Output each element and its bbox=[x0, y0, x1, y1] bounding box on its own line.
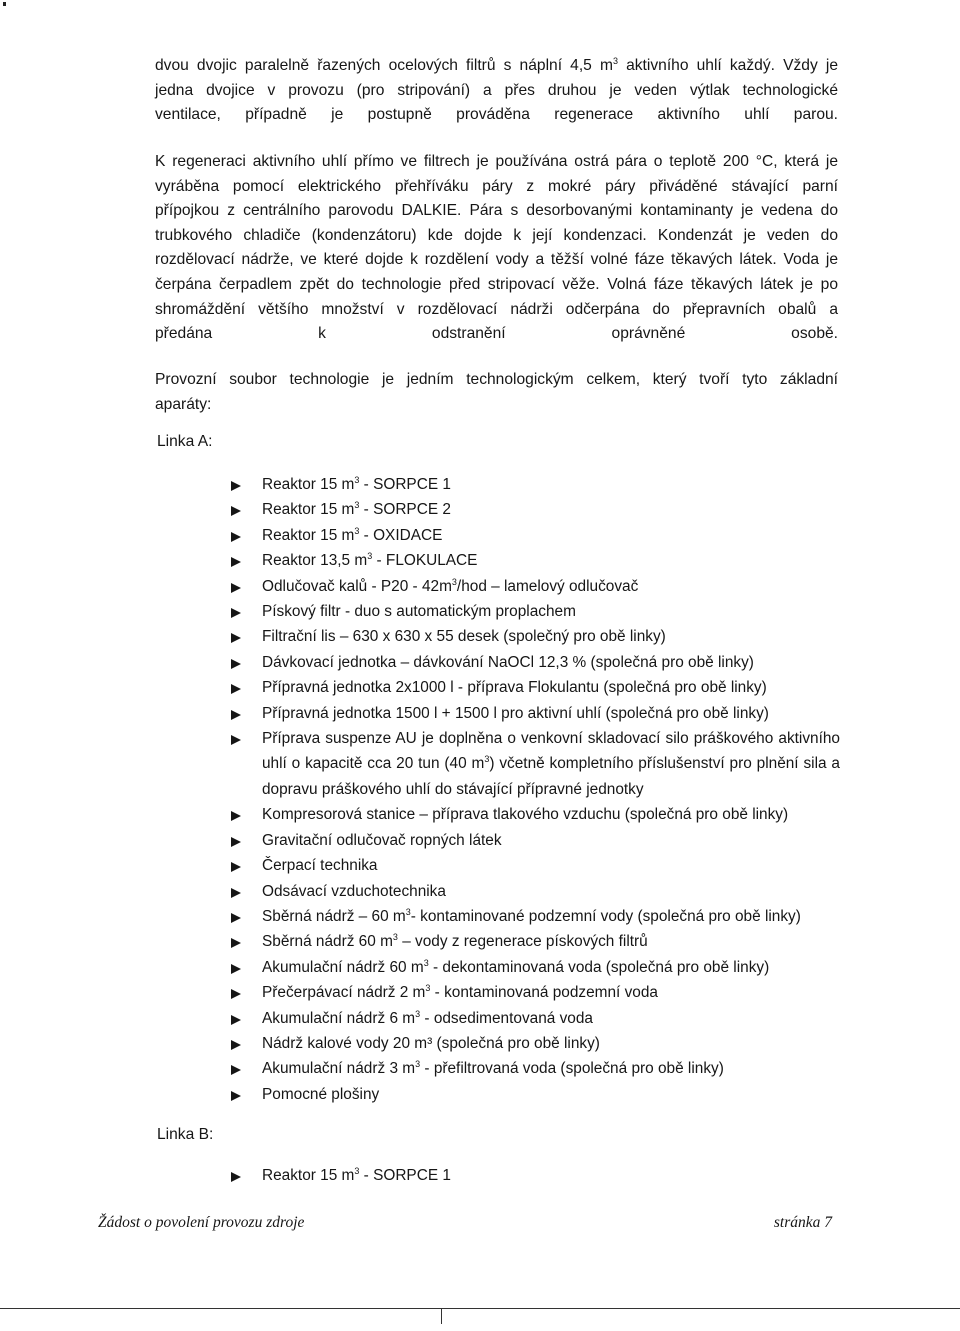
list-item: Přečerpávací nádrž 2 $m^3$ - kontaminovaná podzemní voda bbox=[231, 980, 840, 1005]
scan-mark bbox=[3, 2, 6, 6]
arrow-bullet-icon bbox=[231, 1091, 241, 1101]
list-item: Nádrž kalové vody 20 m³ (společná pro obě linky) bbox=[231, 1031, 840, 1056]
list-item: Pískový filtr - duo s automatickým proplachem bbox=[231, 599, 840, 624]
arrow-bullet-icon bbox=[231, 532, 241, 542]
list-item: Odsávací vzduchotechnika bbox=[231, 879, 840, 904]
bottom-rule bbox=[0, 1308, 960, 1309]
arrow-bullet-icon bbox=[231, 583, 241, 593]
arrow-bullet-icon bbox=[231, 1015, 241, 1025]
intro-paragraph: dvou dvojic paralelně řazených ocelových filtrů s náplní 4,5 $m^3$ aktivního uhlí každý. Vždy je jedna dvojice v provozu (pro stripování) a přes druhou je veden výtlak technologické ventilace, případně je postupně prováděna regenerace aktivního uhlí parou. bbox=[155, 55, 838, 124]
arrow-bullet-icon bbox=[231, 1172, 241, 1182]
arrow-bullet-icon bbox=[231, 633, 241, 643]
list-item: Příprava suspenze AU je doplněna o venkovní skladovací silo práškového aktivního uhlí o kapacitě cca 20 tun (40 $m^3$) včetně kompletního příslušenství pro plnění sila a dopravu práškového uhlí do stávající přípravné jednotky bbox=[231, 726, 840, 802]
list-item: Reaktor 15 $m^3$ - SORPCE 2 bbox=[231, 497, 840, 522]
list-item: Filtrační lis – 630 x 630 x 55 desek (společný pro obě linky) bbox=[231, 624, 840, 649]
arrow-bullet-icon bbox=[231, 735, 241, 745]
arrow-bullet-icon bbox=[231, 913, 241, 923]
list-item: Sběrná nádrž – 60 $m^3-$ kontaminované podzemní vody (společná pro obě linky) bbox=[231, 904, 840, 929]
arrow-bullet-icon bbox=[231, 964, 241, 974]
list-item: Akumulační nádrž 60 $m^3$ - dekontaminovaná voda (společná pro obě linky) bbox=[231, 955, 840, 980]
list-item: Reaktor 13,5 $m^3$ - FLOKULACE bbox=[231, 548, 840, 573]
arrow-bullet-icon bbox=[231, 1040, 241, 1050]
bottom-rule-tick bbox=[441, 1308, 442, 1324]
list-item: Čerpací technika bbox=[231, 853, 840, 878]
arrow-bullet-icon bbox=[231, 888, 241, 898]
arrow-bullet-icon bbox=[231, 989, 241, 999]
footer-document-title: Žádost o povolení provozu zdroje bbox=[98, 1214, 305, 1231]
arrow-bullet-icon bbox=[231, 481, 241, 491]
arrow-bullet-icon bbox=[231, 608, 241, 618]
list-item: Reaktor 15 $m^3$ - OXIDACE bbox=[231, 523, 840, 548]
arrow-bullet-icon bbox=[231, 684, 241, 694]
list-item: Gravitační odlučovač ropných látek bbox=[231, 828, 840, 853]
footer-page-number: stránka 7 bbox=[773, 1214, 832, 1231]
list-item: Kompresorová stanice – příprava tlakového vzduchu (společná pro obě linky) bbox=[231, 802, 840, 827]
arrow-bullet-icon bbox=[231, 811, 241, 821]
list-item: Reaktor 15 $m^3$ - SORPCE 1 bbox=[231, 472, 840, 497]
arrow-bullet-icon bbox=[231, 659, 241, 669]
arrow-bullet-icon bbox=[231, 506, 241, 516]
list-item: Přípravná jednotka 2x1000 l - příprava Flokulantu (společná pro obě linky) bbox=[231, 675, 840, 700]
list-item: Akumulační nádrž 3 $m^3$ - přefiltrovaná voda (společná pro obě linky) bbox=[231, 1056, 840, 1081]
arrow-bullet-icon bbox=[231, 862, 241, 872]
list-item: Pomocné plošiny bbox=[231, 1082, 840, 1107]
regeneration-paragraph: K regeneraci aktivního uhlí přímo ve filtrech je používána ostrá pára o teplotě 200 °C, která je vyráběna pomocí elektrického přehříváku páry z mokré páry přiváděné stávající parní přípojkou z centrálního parovodu DALKIE. Pára s desorbovanými kontaminanty je vedena do trubkového chladiče (kondenzátoru) kde dojde k její kondenzaci. Kondenzát je veden do rozdělovací nádrže, ve které dojde k rozdělení vody a těžší volné fáze těkavých látek. Voda je čerpána čerpadlem zpět do technologie před stripovací věže. Volná fáze těkavých látek je po shromáždění většího množství v rozdělovací nádrži odčerpána do přepravních obalů a předána k odstranění oprávněné osobě. bbox=[155, 153, 838, 343]
list-item: Sběrná nádrž 60 $m^3$ – vody z regenerace pískových filtrů bbox=[231, 929, 840, 954]
list-item: Dávkovací jednotka – dávkování NaOCl 12,3 % (společná pro obě linky) bbox=[231, 650, 840, 675]
line-a-label: Linka A: bbox=[157, 433, 213, 450]
line-b-label: Linka B: bbox=[157, 1126, 214, 1143]
list-item: Přípravná jednotka 1500 l + 1500 l pro aktivní uhlí (společná pro obě linky) bbox=[231, 701, 840, 726]
operating-set-paragraph: Provozní soubor technologie je jedním technologickým celkem, který tvoří tyto základní aparáty: bbox=[155, 371, 838, 413]
arrow-bullet-icon bbox=[231, 557, 241, 567]
arrow-bullet-icon bbox=[231, 837, 241, 847]
list-item: Akumulační nádrž 6 $m^3$ - odsedimentovaná voda bbox=[231, 1006, 840, 1031]
line-b-list bbox=[231, 1163, 451, 1188]
arrow-bullet-icon bbox=[231, 710, 241, 720]
list-item: Odlučovač kalů - $P20 - 42m^3$/hod – lamelový odlučovač bbox=[231, 574, 840, 599]
arrow-bullet-icon bbox=[231, 1065, 241, 1075]
list-item: Reaktor 15 $m^3$ - SORPCE 1 bbox=[231, 1163, 451, 1188]
line-a-list bbox=[231, 472, 840, 1107]
arrow-bullet-icon bbox=[231, 938, 241, 948]
